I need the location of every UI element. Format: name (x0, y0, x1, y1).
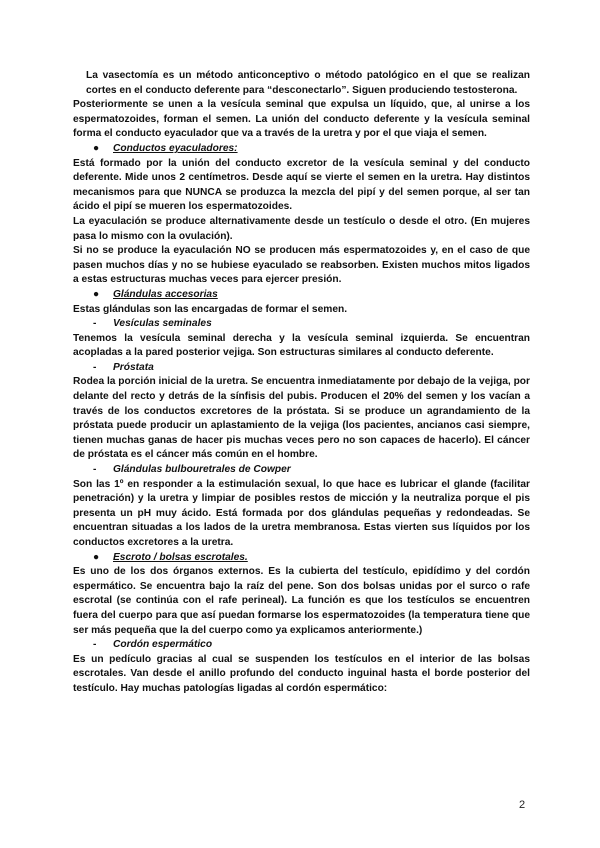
vesicles-paragraph: Tenemos la vesícula seminal derecha y la vesícula seminal izquierda. Se encuentran acopladas a la pared posterior vejiga. Son estructuras similares al conducto deferente. (73, 332, 530, 359)
heading-text: Próstata (113, 361, 154, 373)
dash-marker: - (93, 639, 97, 651)
page-content (73, 69, 530, 697)
heading-scrotum (73, 551, 530, 566)
ejaculatory-paragraph-1: Está formado por la unión del conducto excretor de la vesícula seminal y del conducto deferente. Mide unos 2 centímetros. Desde aquí se vierte el semen en la uretra. Hay distintos mecanismos para que NUNCA se produzca la mezcla del pipí y del semen porque, al ser tan ácido el pipí se mueren los espermatozoides. (73, 157, 530, 213)
heading-prostate (73, 361, 530, 376)
heading-text: Vesículas seminales (113, 318, 212, 330)
heading-ejaculatory-ducts (73, 142, 530, 157)
ejaculatory-paragraph-3: Si no se produce la eyaculación NO se producen más espermatozoides y, en el caso de que pasen muchos días y no se hubiese eyaculado se reabsorben. Existen muchos mitos ligados a estas estructuras muchas veces para ejercer presión. (73, 245, 530, 286)
scrotum-paragraph: Es uno de los dos órganos externos. Es la cubierta del testículo, epidídimo y del cordón espermático. Se encuentra bajo la raíz del pene. Son dos bolsas unidas por el surco o rafe escrotal (se continúa con el rafe perineal). La función es que los testículos se encuentren fuera del cuerpo para que así puedan formarse los espermatozoides (la temperatura tiene que ser más pequeña que la del cuerpo como ya explicamos anteriormente.) (73, 566, 530, 636)
prostate-paragraph: Rodea la porción inicial de la uretra. Se encuentra inmediatamente por debajo de la vejiga, por delante del recto y detrás de la sínfisis del pubis. Producen el 20% del semen y los vacían a través de los conductos excretores de la próstata. Si se produce un agrandamiento de la próstata puede producir un aplastamiento de la vejiga (los pacientes, ancianos casi siempre, tienen muchas ganas de hacer pis muchas veces pero no son capaces de hacerlo). El cáncer de próstata es el cáncer más común en el hombre. (73, 376, 530, 461)
heading-text: Escroto / bolsas escrotales. (113, 551, 248, 563)
page-number: 2 (519, 799, 526, 811)
seminal-paragraph: Posteriormente se unen a la vesícula seminal que expulsa un líquido, que, al unirse a los espermatozoides, forman el semen. La unión del conducto deferente y la vesícula seminal forma el conducto eyaculador que va a través de la uretra y por el que viaja el semen. (73, 99, 530, 140)
heading-text: Conductos eyaculadores: (113, 142, 238, 154)
bullet-marker: ● (93, 142, 100, 154)
heading-accessory-glands (73, 288, 530, 303)
bullet-marker: ● (93, 551, 100, 563)
bullet-marker: ● (93, 288, 100, 300)
heading-spermatic-cord (73, 638, 530, 653)
heading-cowper-glands (73, 463, 530, 478)
heading-text: Cordón espermático (113, 639, 213, 651)
heading-seminal-vesicles (73, 317, 530, 332)
vasectomy-paragraph: La vasectomía es un método anticonceptivo o método patológico en el que se realizan cortes en el conducto deferente para “desconectarlo”. Siguen produciendo testosterona. (86, 70, 530, 96)
dash-marker: - (93, 361, 97, 373)
cord-paragraph: Es un pedículo gracias al cual se suspenden los testículos en el interior de las bolsas escrotales. Van desde el anillo profundo del conducto inguinal hasta el borde posterior del testículo. Hay muchas patologías ligadas al cordón espermático: (73, 653, 530, 694)
dash-marker: - (93, 318, 97, 330)
dash-marker: - (93, 464, 97, 476)
ejaculatory-paragraph-2: La eyaculación se produce alternativamente desde un testículo o desde el otro. (En mujeres pasa lo mismo con la ovulación). (73, 215, 530, 242)
heading-text: Glándulas bulbouretrales de Cowper (113, 464, 291, 476)
accessory-paragraph: Estas glándulas son las encargadas de formar el semen. (73, 303, 348, 315)
cowper-paragraph: Son las 1º en responder a la estimulación sexual, lo que hace es lubricar el glande (facilitar penetración) y la uretra y limpiar de posibles restos de micción y la neutraliza porque el pis presenta un pH muy ácido. Está formada por dos glándulas pequeñas y redondeadas. Se encuentran situadas a los lados de la uretra membranosa. Estas vierten sus líquidos por los conductos excretores a la uretra. (73, 478, 530, 548)
heading-text: Glándulas accesorias (113, 288, 218, 300)
